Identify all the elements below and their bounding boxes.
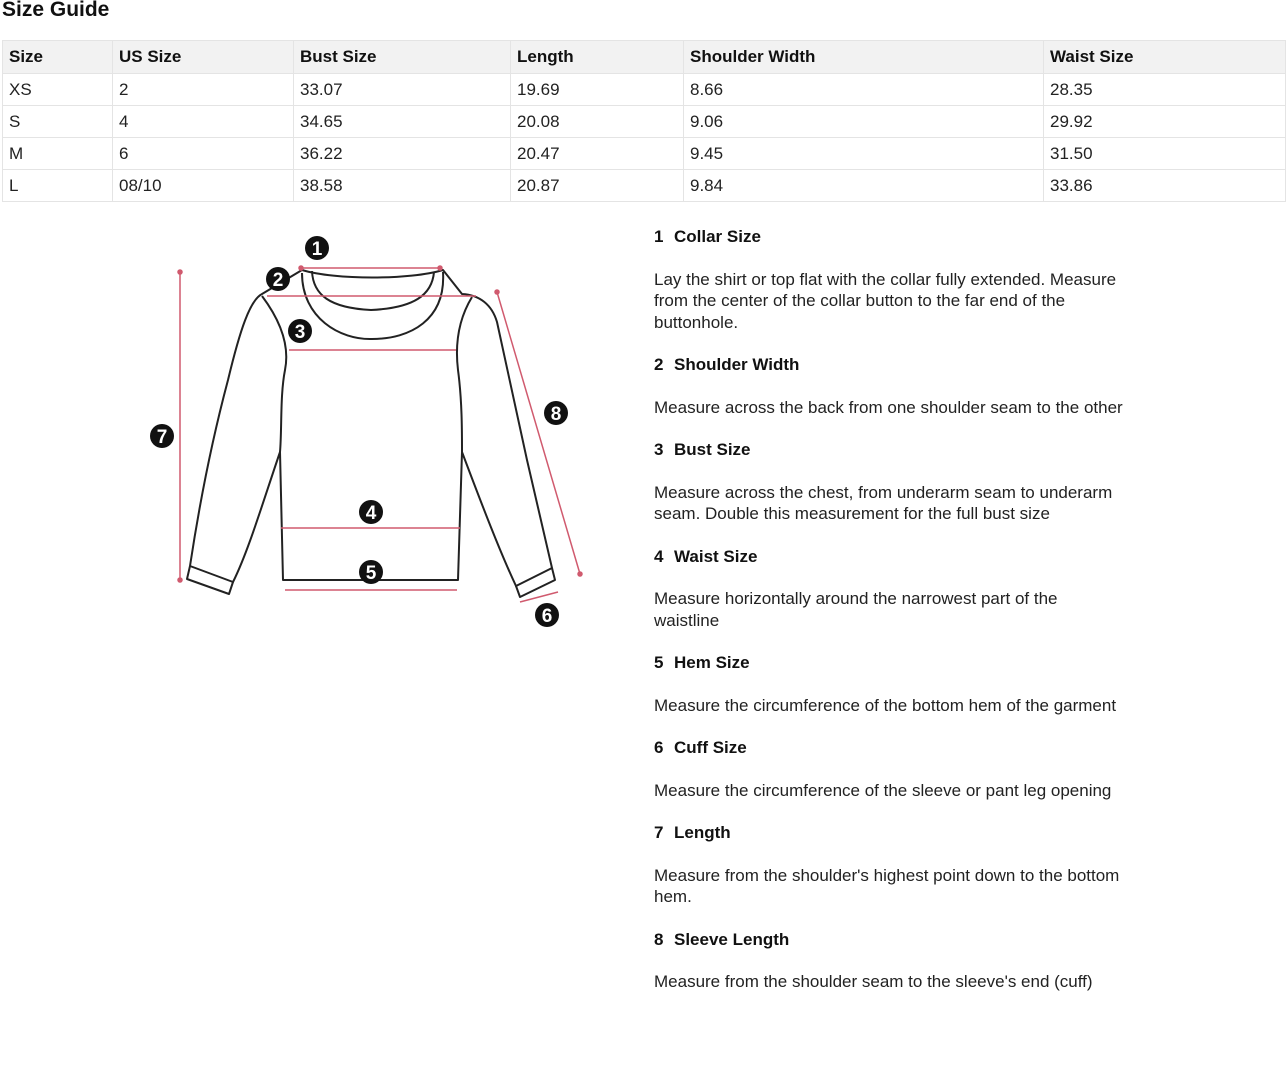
table-cell: 9.45 — [684, 138, 1044, 170]
measurement-collar-size — [654, 226, 1124, 333]
table-cell: 8.66 — [684, 74, 1044, 106]
marker-label: 5 — [365, 563, 377, 584]
table-cell: 33.07 — [294, 74, 511, 106]
marker-7 — [150, 424, 174, 448]
measurement-number: 5 — [654, 653, 664, 672]
column-header-shoulder-width: Shoulder Width — [684, 41, 1044, 74]
table-cell: 4 — [113, 106, 294, 138]
marker-5 — [359, 560, 383, 584]
table-cell: XS — [3, 74, 113, 106]
marker-3 — [288, 319, 312, 343]
measurement-title: Cuff Size — [674, 738, 747, 757]
measurement-text: Measure across the back from one shoulder seam to the other — [654, 397, 1123, 417]
marker-8 — [544, 401, 568, 425]
table-cell: 36.22 — [294, 138, 511, 170]
marker-2 — [266, 267, 290, 291]
table-header-row — [3, 41, 1286, 74]
table-cell: 19.69 — [511, 74, 684, 106]
measurement-text: Measure horizontally around the narrowest part of the waistline — [654, 589, 1058, 630]
table-cell: M — [3, 138, 113, 170]
table-cell: 34.65 — [294, 106, 511, 138]
measurement-text: Measure from the shoulder's highest point down to the bottom hem. — [654, 865, 1120, 906]
measurement-number: 6 — [654, 738, 664, 757]
measurement-title: Bust Size — [674, 440, 751, 459]
marker-label: 8 — [550, 404, 562, 425]
marker-label: 2 — [272, 270, 284, 291]
measurement-number: 4 — [654, 546, 664, 566]
table-cell: 28.35 — [1044, 74, 1286, 106]
measurement-text: Lay the shirt or top flat with the collar fully extended. Measure from the center of the collar button to the far end of the buttonhole. — [654, 269, 1117, 332]
table-cell: L — [3, 170, 113, 202]
measurement-title: Shoulder Width — [674, 355, 800, 374]
table-cell: 20.08 — [511, 106, 684, 138]
measurement-text: Measure across the chest, from underarm seam to underarm seam. Double this measurement for the full bust size — [654, 482, 1113, 523]
measurement-title: Sleeve Length — [674, 929, 790, 949]
measurement-number: 3 — [654, 440, 664, 459]
measurement-cuff-size — [654, 737, 1124, 801]
measurement-bust-size — [654, 439, 1124, 525]
measurement-shoulder-width — [654, 354, 1124, 418]
column-header-bust-size: Bust Size — [294, 41, 511, 74]
marker-label: 6 — [541, 606, 553, 627]
table-row — [3, 106, 1286, 138]
table-cell: 38.58 — [294, 170, 511, 202]
page-title: Size Guide — [2, 0, 110, 21]
marker-label: 7 — [156, 427, 168, 448]
table-row — [3, 138, 1286, 170]
column-header-size: Size — [3, 41, 113, 74]
measurement-number: 1 — [654, 227, 664, 246]
measurement-number: 8 — [654, 929, 664, 949]
measurement-waist-size — [654, 546, 1124, 632]
table-cell: 9.06 — [684, 106, 1044, 138]
measurement-sleeve-length — [654, 929, 1124, 993]
sweater-outline — [187, 270, 555, 597]
table-cell: 20.87 — [511, 170, 684, 202]
sweater-measurement-diagram — [140, 225, 600, 635]
measurement-length — [654, 822, 1124, 908]
table-row — [3, 74, 1286, 106]
table-cell: S — [3, 106, 113, 138]
table-cell: 29.92 — [1044, 106, 1286, 138]
table-cell: 08/10 — [113, 170, 294, 202]
size-table — [2, 40, 1286, 202]
table-cell: 9.84 — [684, 170, 1044, 202]
table-row — [3, 170, 1286, 202]
table-cell: 20.47 — [511, 138, 684, 170]
column-header-length: Length — [511, 41, 684, 74]
measurement-title: Waist Size — [674, 546, 758, 566]
measurement-descriptions — [654, 226, 1124, 1014]
measurement-text: Measure the circumference of the sleeve or pant leg opening — [654, 780, 1112, 800]
measurement-title: Collar Size — [674, 227, 761, 246]
marker-label: 3 — [294, 322, 306, 343]
marker-label: 1 — [311, 239, 323, 260]
table-cell: 33.86 — [1044, 170, 1286, 202]
measurement-title: Length — [674, 823, 731, 842]
table-cell: 31.50 — [1044, 138, 1286, 170]
measurement-hem-size — [654, 652, 1124, 716]
marker-6 — [535, 603, 559, 627]
table-cell: 6 — [113, 138, 294, 170]
marker-label: 4 — [365, 503, 377, 524]
measurement-number: 2 — [654, 355, 664, 374]
measurement-text: Measure the circumference of the bottom hem of the garment — [654, 695, 1117, 715]
measurement-number: 7 — [654, 823, 664, 842]
table-cell: 2 — [113, 74, 294, 106]
marker-1 — [305, 236, 329, 260]
measurement-text: Measure from the shoulder seam to the sleeve's end (cuff) — [654, 972, 1093, 991]
column-header-waist-size: Waist Size — [1044, 41, 1286, 74]
measurement-title: Hem Size — [674, 653, 750, 672]
column-header-us-size: US Size — [113, 41, 294, 74]
marker-4 — [359, 500, 383, 524]
